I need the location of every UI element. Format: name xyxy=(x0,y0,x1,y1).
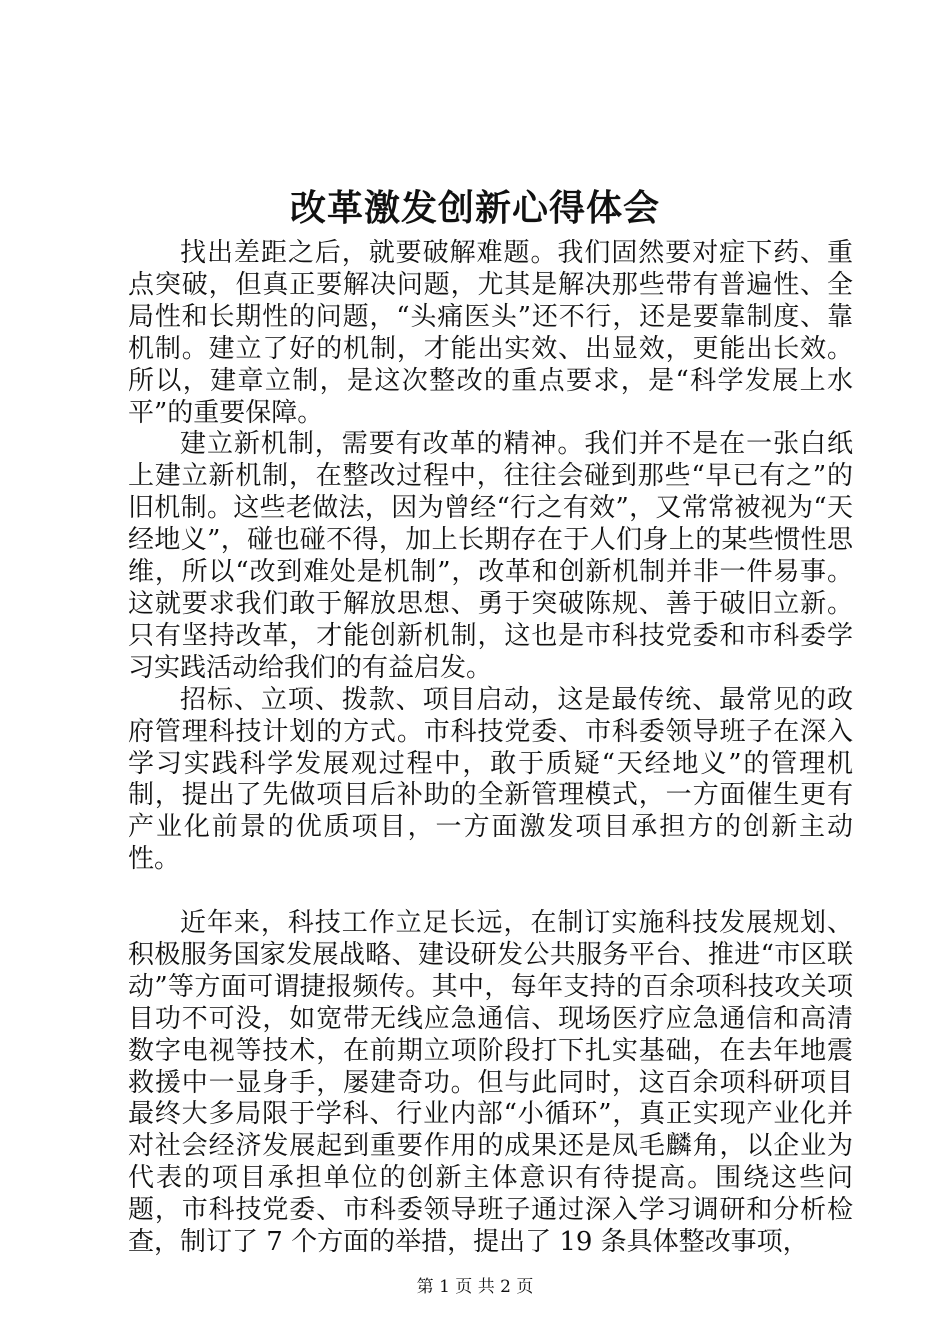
paragraph-3: 招标、立项、拨款、项目启动，这是最传统、最常见的政府管理科技计划的方式。市科技党委、市科委领导班子在深入学习实践科学发展观过程中，敢于质疑“天经地义”的管理机制，提出了先做项目后补助的全新管理模式，一方面催生更有产业化前景的优质项目，一方面激发项目承担方的创新主动性。 xyxy=(128,684,853,875)
document-title: 改革激发创新心得体会 xyxy=(289,187,660,229)
document-body xyxy=(128,238,853,1259)
paragraph-2: 建立新机制，需要有改革的精神。我们并不是在一张白纸上建立新机制，在整改过程中，往往会碰到那些“早已有之”的旧机制。这些老做法，因为曾经“行之有效”，又常常被视为“天经地义”，碰也碰不得，加上长期存在于人们身上的某些惯性思维，所以“改到难处是机制”，改革和创新机制并非一件易事。这就要求我们敢于解放思想、勇于突破陈规、善于破旧立新。只有坚持改革，才能创新机制，这也是市科技党委和市科委学习实践活动给我们的有益启发。 xyxy=(128,429,853,683)
paragraph-1: 找出差距之后，就要破解难题。我们固然要对症下药、重点突破，但真正要解决问题，尤其是解决那些带有普遍性、全局性和长期性的问题，“头痛医头”还不行，还是要靠制度、靠机制。建立了好的机制，才能出实效、出显效，更能出长效。所以，建章立制，是这次整改的重点要求，是“科学发展上水平”的重要保障。 xyxy=(128,238,853,428)
page-footer: 第 1 页 共 2 页 xyxy=(416,1277,534,1297)
paragraph-4: 近年来，科技工作立足长远，在制订实施科技发展规划、积极服务国家发展战略、建设研发公共服务平台、推进“市区联动”等方面可谓捷报频传。其中，每年支持的百余项科技攻关项目功不可没，如宽带无线应急通信、现场医疗应急通信和高清数字电视等技术，在前期立项阶段打下扎实基础，在去年地震救援中一显身手，屡建奇功。但与此同时，这百余项科研项目最终大多局限于学科、行业内部“小循环”，真正实现产业化并对社会经济发展起到重要作用的成果还是凤毛麟角，以企业为代表的项目承担单位的创新主体意识有待提高。围绕这些问题，市科技党委、市科委领导班子通过深入学习调研和分析检查，制订了 7 个方面的举措，提出了 19 条具体整改事项， xyxy=(128,908,853,1258)
